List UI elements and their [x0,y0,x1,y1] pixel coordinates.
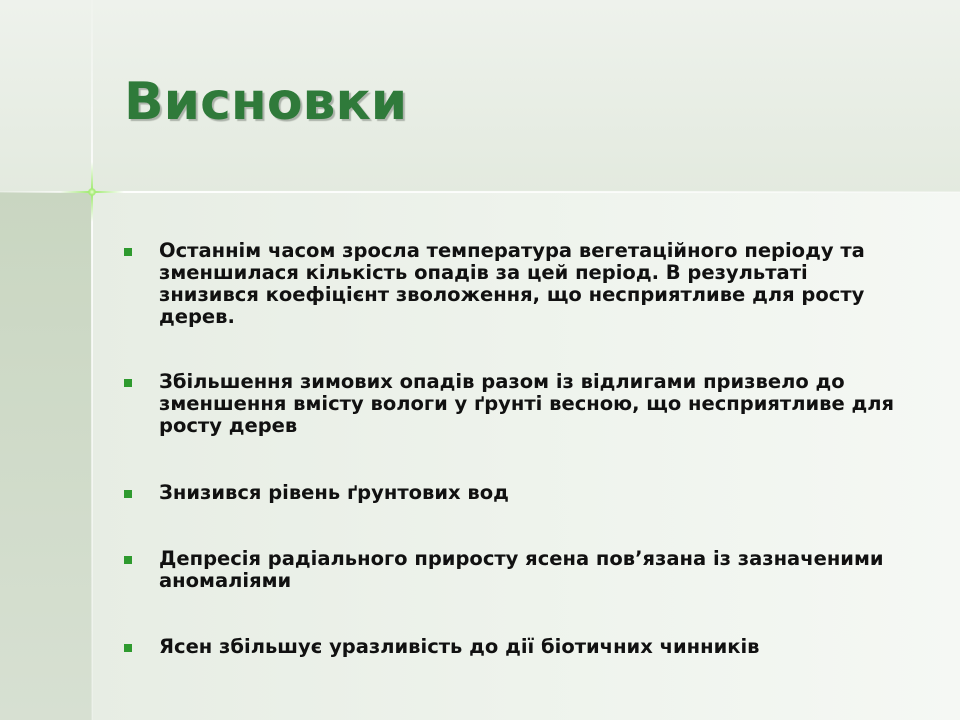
slide-title: Висновки [124,72,408,132]
decorative-horizontal-line [0,191,960,193]
square-bullet-icon [124,248,132,256]
decorative-vertical-line [91,0,93,720]
bullet-text: Останнім часом зросла температура вегетаційного періоду та зменшилася кількість опадів за цей період. В результаті знизився коефіцієнт зволоження, що несприятливе для росту дерев. [159,239,865,328]
square-bullet-icon [124,490,132,498]
square-bullet-icon [124,556,132,564]
background-left-strip [0,192,92,720]
bullet-text: Знизився рівень ґрунтових вод [159,481,509,504]
bullet-item [124,371,904,437]
bullet-item [124,636,904,658]
square-bullet-icon [124,644,132,652]
bullet-text: Збільшення зимових опадів разом із відлигами призвело до зменшення вмісту вологи у ґрунті весною, що несприятливе для росту дерев [159,370,895,437]
square-bullet-icon [124,379,132,387]
bullet-text: Ясен збільшує уразливість до дії біотичних чинників [159,635,760,658]
bullet-text: Депресія радіального приросту ясена пов’язана із зазначеними аномаліями [159,547,884,592]
bullet-item [124,482,904,504]
bullet-item [124,240,904,328]
bullet-list [124,240,904,658]
bullet-item [124,548,904,592]
